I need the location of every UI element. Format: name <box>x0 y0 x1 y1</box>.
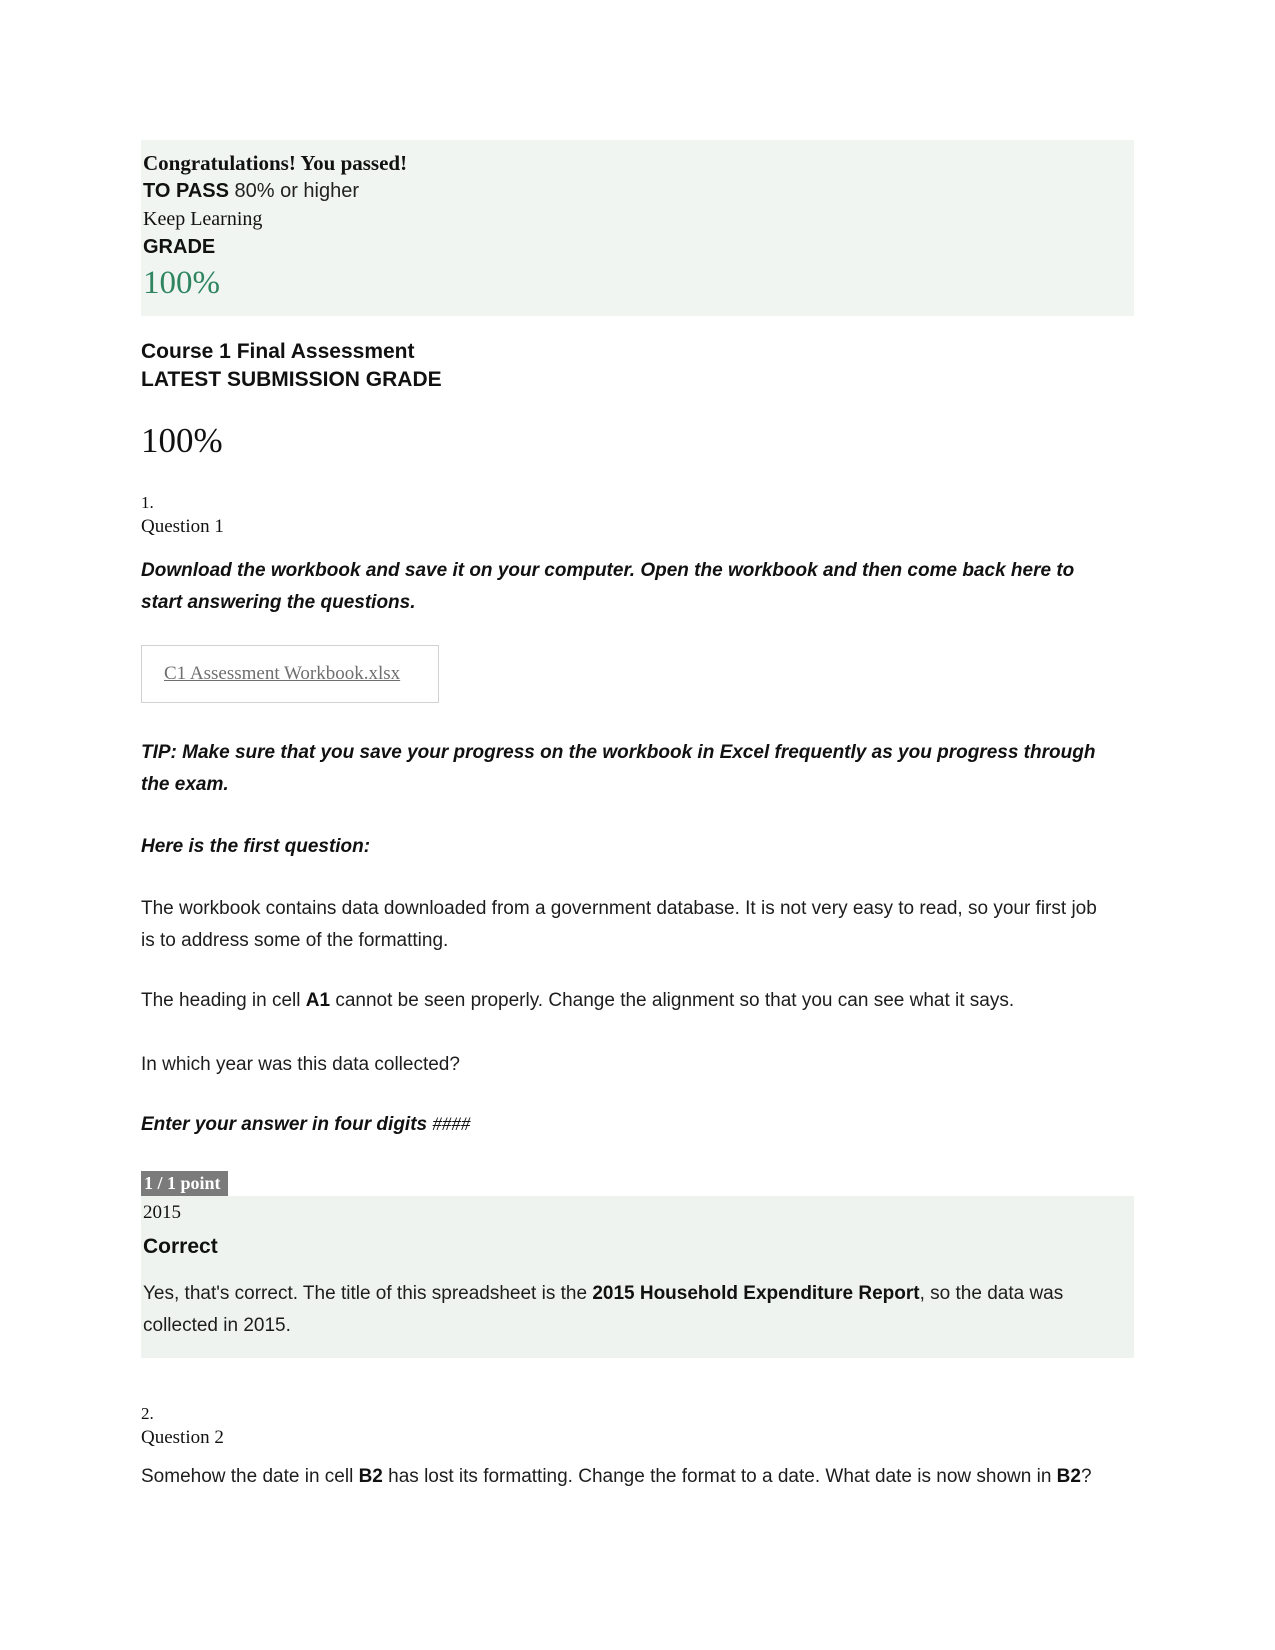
lead-text: Here is the first question: <box>141 836 371 857</box>
cell-ref-b2-2: B2 <box>1056 1466 1081 1487</box>
points-badge: 1 / 1 point <box>141 1171 228 1196</box>
question-number: 2. <box>141 1404 154 1423</box>
question-2-body <box>141 1461 1111 1493</box>
cell-ref-b2: B2 <box>358 1466 383 1487</box>
latest-submission-label: LATEST SUBMISSION GRADE <box>141 368 442 391</box>
keep-learning-text: Keep Learning <box>143 208 263 230</box>
grade-label: GRADE <box>143 236 216 258</box>
congrats-text: Congratulations! You passed! <box>143 151 408 175</box>
question-paragraph-3: In which year was this data collected? <box>141 1054 460 1075</box>
q2-end: ? <box>1080 1466 1092 1487</box>
question-number: 1. <box>141 493 154 512</box>
feedback-report-title: 2015 Household Expenditure Report <box>592 1283 920 1304</box>
question-title: Question 1 <box>141 516 224 537</box>
feedback-paragraph <box>143 1278 1118 1342</box>
question-paragraph-2 <box>141 985 1111 1017</box>
answer-value: 2015 <box>143 1202 181 1223</box>
question-intro: Download the workbook and save it on your computer. Open the workbook and then come back here to start answering the questions. <box>141 560 1075 613</box>
attachment-box <box>141 645 439 703</box>
question-2-section <box>141 1402 1134 1493</box>
attachment-link[interactable]: C1 Assessment Workbook.xlsx <box>164 663 401 684</box>
paragraph-2-post: cannot be seen properly. Change the alignment so that you can see what it says. <box>330 990 1015 1011</box>
to-pass-value: 80% or higher <box>228 180 360 202</box>
question-paragraph-1: The workbook contains data downloaded from a government database. It is not very easy to read, so your first job is to address some of the formatting. <box>141 898 1097 951</box>
feedback-panel <box>141 1196 1134 1358</box>
q2-mid: has lost its formatting. Change the format to a date. What date is now shown in <box>382 1466 1057 1487</box>
feedback-post: , so the data was collected in 2015. <box>143 1283 1064 1336</box>
answer-prompt-hashes: #### <box>432 1114 471 1135</box>
answer-prompt-text: Enter your answer in four digits <box>141 1114 433 1135</box>
question-1-section <box>141 491 1134 1358</box>
submission-header <box>141 338 1134 394</box>
to-pass-label: TO PASS <box>143 180 229 202</box>
cell-ref-a1: A1 <box>305 990 331 1011</box>
grade-value: 100% <box>143 265 220 301</box>
answer-prompt <box>141 1109 1111 1141</box>
pass-banner <box>141 140 1134 316</box>
latest-grade-value: 100% <box>141 421 223 460</box>
attachment-row <box>141 619 1134 709</box>
points-badge-row <box>141 1171 1134 1196</box>
course-title: Course 1 Final Assessment <box>141 340 415 363</box>
question-title: Question 2 <box>141 1427 224 1448</box>
tip-text: TIP: Make sure that you save your progress on the workbook in Excel frequently as you progress through the exam. <box>141 742 1096 795</box>
q2-pre: Somehow the date in cell <box>141 1466 359 1487</box>
feedback-pre: Yes, that's correct. The title of this spreadsheet is the <box>143 1283 593 1304</box>
verdict-text: Correct <box>143 1235 218 1258</box>
to-pass-line <box>143 177 1126 205</box>
paragraph-2-pre: The heading in cell <box>141 990 306 1011</box>
